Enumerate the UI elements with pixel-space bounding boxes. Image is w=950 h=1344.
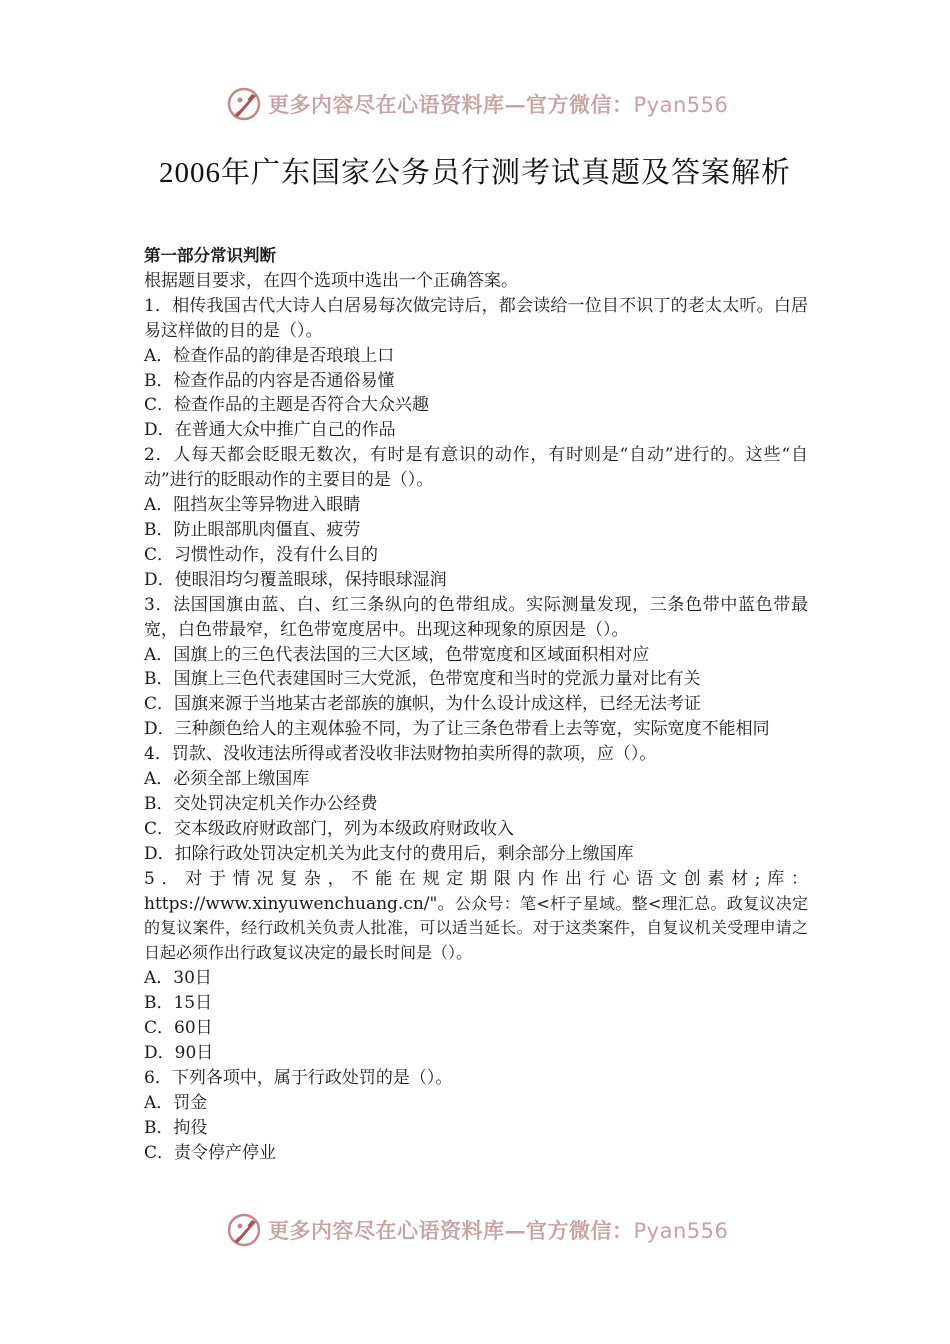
quill-logo-icon [226,1212,262,1248]
section-heading: 第一部分常识判断 [144,246,276,265]
option: B．15日 [144,993,213,1014]
wechat-id: Pyan556 [633,93,729,117]
option: B．拘役 [144,1117,208,1138]
banner-text: 更多内容尽在心语资料库—官方微信：Pyan556 [268,1218,729,1243]
option: D．90日 [144,1043,214,1063]
question-stem: 2．人每天都会眨眼无数次，有时是有意识的动作，有时则是“自动”进行的。这些“自动”进行的眨眼动作的主要目的是（）。 [144,445,808,491]
option: B．检查作品的内容是否通俗易懂 [144,370,395,391]
option: A．检查作品的韵律是否琅琅上口 [144,345,395,366]
quill-logo-icon [226,86,262,122]
option: C．习惯性动作，没有什么目的 [144,544,379,565]
option: A．罚金 [144,1092,208,1113]
option: D．扣除行政处罚决定机关为此支付的费用后，剩余部分上缴国库 [144,843,634,864]
option: A．国旗上的三色代表法国的三大区域，色带宽度和区域面积相对应 [144,644,650,665]
document-body [144,244,808,1166]
question-stem: 4．罚款、没收违法所得或者没收非法财物拍卖所得的款项，应（）。 [144,744,657,765]
option: C．责令停产停业 [144,1142,277,1163]
question-stem-rest: 公众号：笔<杆子星域。整<理汇总。政复议决定的复议案件，经行政机关负责人批准，可以适当延长。对于这类案件，自复议机关受理申请之日起必须作出行政复议决定的最长时间是（）。 [144,893,808,963]
document-title: 2006年广东国家公务员行测考试真题及答案解析 [158,157,791,189]
header-banner [226,84,728,124]
option: C．国旗来源于当地某古老部族的旗帜，为什么设计成这样，已经无法考证 [144,694,702,715]
option: B．国旗上三色代表建国时三大党派，色带宽度和当时的党派力量对比有关 [144,669,701,690]
option: A．30日 [144,968,212,989]
question-stem: 3．法国国旗由蓝、白、红三条纵向的色带组成。实际测量发现，三条色带中蓝色带最宽，白色带最窄，红色带宽度居中。出现这种现象的原因是（）。 [144,594,808,640]
question-stem: 1．相传我国古代大诗人白居易每次做完诗后，都会读给一位目不识丁的老太太听。白居易这样做的目的是（）。 [144,295,808,341]
option: C．60日 [144,1018,213,1039]
banner-text: 更多内容尽在心语资料库—官方微信：Pyan556 [268,92,729,117]
option: A．必须全部上缴国库 [144,769,310,790]
option: A．阻挡灰尘等异物进入眼睛 [144,495,361,516]
option: C．交本级政府财政部门，列为本级政府财政收入 [144,818,515,839]
option: D．三种颜色给人的主观体验不同，为了让三条色带看上去等宽，实际宽度不能相同 [144,719,770,740]
option: D．在普通大众中推广自己的作品 [144,420,396,441]
section-instruction: 根据题目要求，在四个选项中选出一个正确答案。 [144,270,518,291]
wechat-id: Pyan556 [633,1219,729,1243]
option: C．检查作品的主题是否符合大众兴趣 [144,395,430,416]
option: D．使眼泪均匀覆盖眼球，保持眼球湿润 [144,569,447,590]
option: B．防止眼部肌肉僵直、疲劳 [144,519,361,540]
question-stem [144,867,808,967]
footer-banner [226,1210,728,1250]
question-stem: 6．下列各项中，属于行政处罚的是（）。 [144,1067,453,1088]
question-stem-start: 5．对于情况复杂，不能在规定期限内作出行心语文创素材;库：https://www.xinyuwenchuang.cn/"。 [144,868,808,914]
option: B．交处罚决定机关作办公经费 [144,793,378,814]
